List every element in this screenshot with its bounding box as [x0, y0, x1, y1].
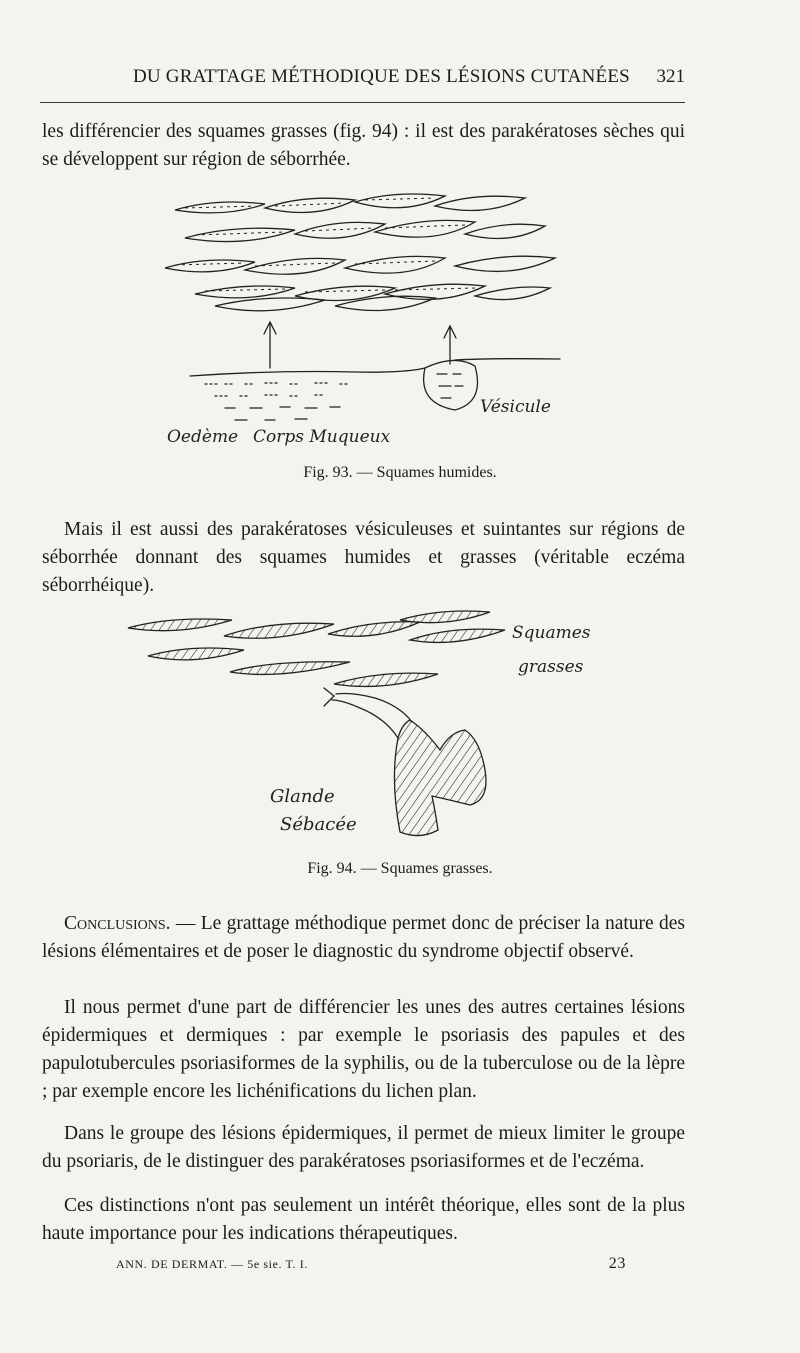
page-footer: [116, 1255, 626, 1277]
running-head: [40, 66, 685, 94]
paragraph-2: Mais il est aussi des parakératoses vésiculeuses et suintantes sur régions de séborrhée donnant des squames humides et grasses (véritable eczéma séborrhéique).: [42, 519, 685, 596]
paragraph-1: les différencier des squames grasses (fig. 94) : il est des parakératoses sèches qui se développent sur région de séborrhée.: [42, 121, 685, 170]
header-rule: [40, 102, 685, 103]
conclusions-heading: Conclusions.: [64, 913, 171, 934]
label-corps-muqueux: Corps Muqueux: [253, 427, 391, 447]
label-vesicule: Vésicule: [480, 397, 551, 417]
footer-signature: 23: [608, 1255, 626, 1272]
figure-94-drawing: [120, 600, 620, 850]
paragraph-6: Ces distinctions n'ont pas seulement un intérêt théorique, elles sont de la plus haute importance pour les indications thérapeutiques.: [42, 1195, 685, 1244]
paragraph-4: Il nous permet d'une part de différencier les unes des autres certaines lésions épidermiques et dermiques : par exemple le psoriasis des papules et des papulotubercules psoriasiformes de la syphilis, ou de la tuberculose ou de la lèpre ; par exemple encore les lichénifications du lichen plan.: [42, 997, 685, 1102]
conclusions-text: — Le grattage méthodique permet donc de préciser la nature des lésions élémentaires et de poser le diagnostic du syndrome objectif observé.: [42, 913, 685, 962]
page-number: 321: [656, 66, 685, 87]
running-title: DU GRATTAGE MÉTHODIQUE DES LÉSIONS CUTANÉES: [133, 66, 630, 87]
label-oedeme: Oedème: [167, 427, 239, 447]
figure-93-drawing: [155, 188, 575, 458]
figure-94-caption: Fig. 94. — Squames grasses.: [307, 860, 493, 877]
paragraph-5: Dans le groupe des lésions épidermiques, il permet de mieux limiter le groupe du psoriaris, de le distinguer des parakératoses psoriasiformes et de l'eczéma.: [42, 1123, 685, 1172]
label-grasses: grasses: [518, 657, 584, 677]
footer-journal: ANN. DE DERMAT. — 5e sie. T. I.: [116, 1257, 308, 1271]
figure-93-caption: Fig. 93. — Squames humides.: [303, 464, 497, 481]
label-glande: Glande: [270, 786, 335, 807]
label-squames: Squames: [512, 623, 591, 643]
label-sebacee: Sébacée: [280, 814, 357, 835]
paragraph-conclusions: [42, 910, 685, 966]
